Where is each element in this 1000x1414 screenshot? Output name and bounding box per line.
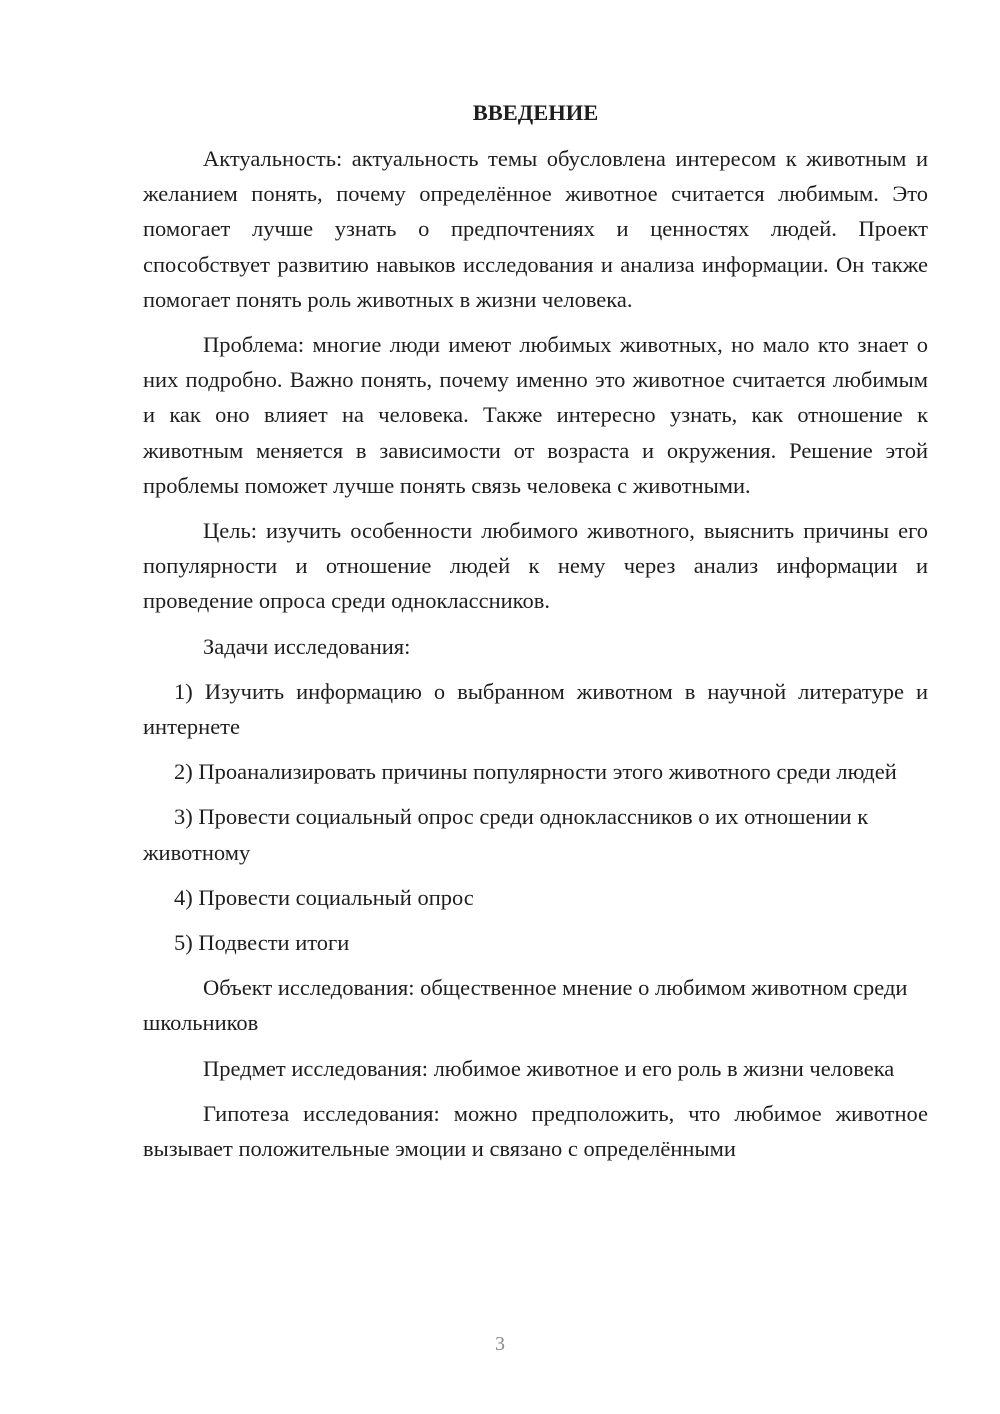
task-item-3: 3) Провести социальный опрос среди одноклассников о их отношении к животному <box>143 804 869 865</box>
tasks-heading: Задачи исследования: <box>203 633 411 659</box>
task-item-5: 5) Подвести итоги <box>174 930 350 956</box>
task-item-2: 2) Проанализировать причины популярности этого животного среди людей <box>174 759 897 785</box>
goal-paragraph: Цель: изучить особенности любимого животного, выяснить причины его популярности и отношение людей к нему через анализ информации и проведение опроса среди одноклассников. <box>143 518 928 614</box>
problem-paragraph: Проблема: многие люди имеют любимых животных, но мало кто знает о них подробно. Важно понять, почему именно это животное считается любимым и как оно влияет на человека. Также интересно узнать, как отношение к животным меняется в зависимости от возраста и окружения. Решение этой проблемы поможет лучше понять связь человека с животными. <box>143 332 928 498</box>
subject-paragraph: Предмет исследования: любимое животное и его роль в жизни человека <box>203 1055 895 1081</box>
page-title: ВВЕДЕНИЕ <box>472 100 599 125</box>
relevance-paragraph: Актуальность: актуальность темы обусловлена интересом к животным и желанием понять, почему определённое животное считается любимым. Это помогает лучше узнать о предпочтениях и ценностях людей. Проект способствует развитию навыков исследования и анализа информации. Он также помогает понять роль животных в жизни человека. <box>143 146 928 312</box>
hypothesis-paragraph: Гипотеза исследования: можно предположить, что любимое животное вызывает положительные эмоции и связано с определёнными <box>143 1100 928 1162</box>
page-number: 3 <box>495 1333 505 1355</box>
task-item-1: 1) Изучить информацию о выбранном животном в научной литературе и интернете <box>143 678 928 740</box>
task-item-4: 4) Провести социальный опрос <box>174 884 474 910</box>
page-content <box>143 95 928 1166</box>
object-paragraph: Объект исследования: общественное мнение о любимом животном среди школьников <box>143 975 908 1036</box>
